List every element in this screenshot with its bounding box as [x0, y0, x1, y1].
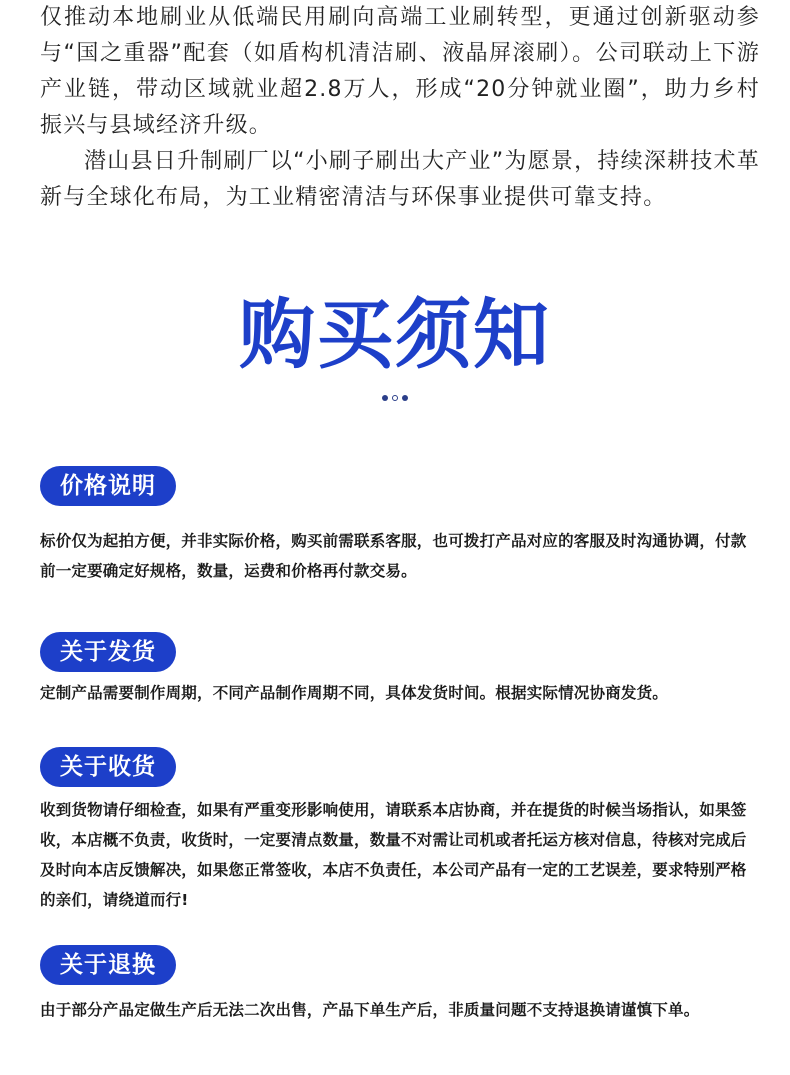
section-text-receiving: 收到货物请仔细检查，如果有严重变形影响使用，请联系本店协商，并在提货的时候当场指认，如果签收，本店概不负责，收货时，一定要清点数量，数量不对需让司机或者托运方核对信息，待核对完成后及时向本店反馈解决，如果您正常签收，本店不负责任，本公司产品有一定的工艺误差，要求特别严格的亲们，请绕道而行!	[40, 801, 747, 909]
section-title-shipping: 关于发货	[40, 632, 176, 672]
intro-paragraph-2: 潜山县日升制刷厂以“小刷子刷出大产业”为愿景，持续深耕技术革新与全球化布局，为工业精密清洁与环保事业提供可靠支持。	[40, 149, 760, 210]
section-price	[40, 466, 762, 586]
dot-hollow-icon	[392, 395, 398, 401]
section-title-returns: 关于退换	[40, 945, 176, 985]
section-text-price: 标价仅为起拍方便，并非实际价格，购买前需联系客服，也可拨打产品对应的客服及时沟通协调，付款前一定要确定好规格，数量，运费和价格再付款交易。	[40, 532, 747, 580]
dot-icon	[382, 395, 388, 401]
section-text-shipping: 定制产品需要制作周期，不同产品制作周期不同，具体发货时间。根据实际情况协商发货。	[40, 684, 669, 702]
section-returns	[40, 945, 762, 1025]
decorative-dots	[0, 395, 790, 401]
section-title-receiving: 关于收货	[40, 747, 176, 787]
intro-text	[40, 0, 760, 216]
section-title-price: 价格说明	[40, 466, 176, 506]
section-shipping	[40, 632, 762, 708]
purchase-notice-heading: 购买须知	[239, 290, 551, 379]
intro-paragraph-1: 仅推动本地刷业从低端民用刷向高端工业刷转型，更通过创新驱动参与“国之重器”配套（如盾构机清洁刷、液晶屏滚刷）。公司联动上下游产业链，带动区域就业超2.8万人，形成“20分钟就业圈”，助力乡村振兴与县域经济升级。	[40, 5, 760, 138]
dot-icon	[402, 395, 408, 401]
section-receiving	[40, 747, 762, 915]
section-text-returns: 由于部分产品定做生产后无法二次出售，产品下单生产后，非质量问题不支持退换请谨慎下单。	[40, 1001, 700, 1019]
